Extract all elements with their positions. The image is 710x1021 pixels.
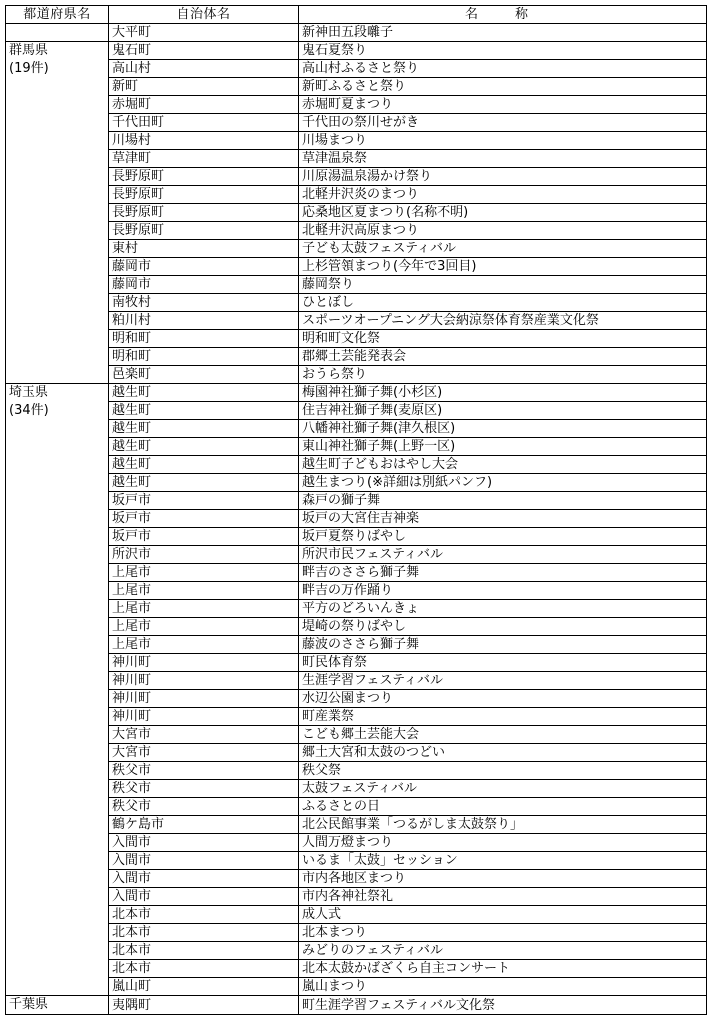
festival-name-cell: 人間万燈まつり [299, 834, 707, 852]
table-row [6, 726, 707, 744]
festival-name-cell: 森戸の獅子舞 [299, 492, 707, 510]
festival-name-cell: 新神田五段囃子 [299, 24, 707, 42]
festival-name-cell: 町産業祭 [299, 708, 707, 726]
festival-name-cell: 畔吉のささら獅子舞 [299, 564, 707, 582]
prefecture-cell [6, 42, 109, 384]
municipality-cell: 秩父市 [109, 762, 299, 780]
municipality-cell: 秩父市 [109, 780, 299, 798]
festival-name-cell: 千代田の祭川せがき [299, 114, 707, 132]
festival-name-cell: 堤崎の祭りばやし [299, 618, 707, 636]
festival-name-cell: こども郷土芸能大会 [299, 726, 707, 744]
table-row [6, 852, 707, 870]
table-row [6, 24, 707, 42]
festival-name-cell: 東山神社獅子舞(上野一区) [299, 438, 707, 456]
table-row [6, 798, 707, 816]
table-row [6, 924, 707, 942]
table-row [6, 258, 707, 276]
municipality-cell: 北本市 [109, 942, 299, 960]
municipality-cell: 長野原町 [109, 186, 299, 204]
festival-name-cell: 郡郷土芸能発表会 [299, 348, 707, 366]
municipality-cell: 鬼石町 [109, 42, 299, 60]
table-row [6, 114, 707, 132]
municipality-cell: 北本市 [109, 924, 299, 942]
festival-name-cell: 坂戸の大宮住吉神楽 [299, 510, 707, 528]
municipality-cell: 越生町 [109, 438, 299, 456]
festival-name-cell: ふるさとの日 [299, 798, 707, 816]
festival-name-cell: 嵐山まつり [299, 978, 707, 996]
municipality-cell: 神川町 [109, 690, 299, 708]
municipality-cell: 粕川村 [109, 312, 299, 330]
municipality-cell: 高山村 [109, 60, 299, 78]
municipality-cell: 神川町 [109, 672, 299, 690]
table-row [6, 420, 707, 438]
festival-table-sheet [5, 5, 706, 1015]
municipality-cell: 千代田町 [109, 114, 299, 132]
municipality-cell: 川場村 [109, 132, 299, 150]
festival-name-cell: 赤堀町夏まつり [299, 96, 707, 114]
municipality-cell: 南牧村 [109, 294, 299, 312]
table-row [6, 654, 707, 672]
municipality-cell: 夷隅町 [109, 996, 299, 1015]
table-row [6, 996, 707, 1015]
table-row [6, 330, 707, 348]
table-row [6, 384, 707, 402]
table-row [6, 546, 707, 564]
festival-name-cell: 梅園神社獅子舞(小杉区) [299, 384, 707, 402]
table-row [6, 366, 707, 384]
table-row [6, 456, 707, 474]
municipality-cell: 上尾市 [109, 582, 299, 600]
table-row [6, 906, 707, 924]
municipality-cell: 坂戸市 [109, 492, 299, 510]
prefecture-count: (34件) [9, 403, 49, 418]
table-row [6, 204, 707, 222]
municipality-cell: 北本市 [109, 906, 299, 924]
festival-name-cell: 北本太鼓かばざくら自主コンサート [299, 960, 707, 978]
table-row [6, 870, 707, 888]
table-row [6, 636, 707, 654]
municipality-cell: 草津町 [109, 150, 299, 168]
festival-name-cell: 明和町文化祭 [299, 330, 707, 348]
festival-name-cell: 北本まつり [299, 924, 707, 942]
header-prefecture: 都道府県名 [6, 6, 109, 24]
festival-name-cell: 北軽井沢高原まつり [299, 222, 707, 240]
municipality-cell: 長野原町 [109, 168, 299, 186]
festival-name-cell: いるま「太鼓」セッション [299, 852, 707, 870]
table-row [6, 582, 707, 600]
table-row [6, 762, 707, 780]
festival-name-cell: 越生まつり(※詳細は別紙パンフ) [299, 474, 707, 492]
festival-name-cell: 応桑地区夏まつり(名称不明) [299, 204, 707, 222]
festival-name-cell: 川場まつり [299, 132, 707, 150]
municipality-cell: 邑楽町 [109, 366, 299, 384]
municipality-cell: 越生町 [109, 384, 299, 402]
festival-name-cell: 坂戸夏祭りばやし [299, 528, 707, 546]
municipality-cell: 入間市 [109, 888, 299, 906]
festival-name-cell: 新町ふるさと祭り [299, 78, 707, 96]
table-row [6, 78, 707, 96]
municipality-cell: 越生町 [109, 402, 299, 420]
table-row [6, 834, 707, 852]
municipality-cell: 大宮市 [109, 726, 299, 744]
festival-name-cell: 太鼓フェスティバル [299, 780, 707, 798]
festival-name-cell: 八幡神社獅子舞(津久根区) [299, 420, 707, 438]
festival-name-cell: みどりのフェスティバル [299, 942, 707, 960]
festival-name-cell: 平方のどろいんきょ [299, 600, 707, 618]
municipality-cell: 上尾市 [109, 618, 299, 636]
festival-name-cell: 市内各神社祭礼 [299, 888, 707, 906]
header-municipality: 自治体名 [109, 6, 299, 24]
table-row [6, 618, 707, 636]
festival-name-cell: 子ども太鼓フェスティバル [299, 240, 707, 258]
festival-name-cell: 北公民館事業「つるがしま太鼓祭り」 [299, 816, 707, 834]
table-row [6, 708, 707, 726]
table-row [6, 672, 707, 690]
table-row [6, 528, 707, 546]
table-row [6, 978, 707, 996]
festival-name-cell: 畔吉の万作踊り [299, 582, 707, 600]
municipality-cell: 北本市 [109, 960, 299, 978]
municipality-cell: 神川町 [109, 654, 299, 672]
table-body [6, 24, 707, 1015]
table-row [6, 564, 707, 582]
municipality-cell: 所沢市 [109, 546, 299, 564]
festival-name-cell: 市内各地区まつり [299, 870, 707, 888]
table-row [6, 402, 707, 420]
municipality-cell: 大平町 [109, 24, 299, 42]
municipality-cell: 長野原町 [109, 204, 299, 222]
festival-name-cell: 上杉管領まつり(今年で3回目) [299, 258, 707, 276]
prefecture-cell [6, 24, 109, 42]
municipality-cell: 長野原町 [109, 222, 299, 240]
header-row [6, 6, 707, 24]
municipality-cell: 入間市 [109, 852, 299, 870]
prefecture-name: 群馬県 [9, 43, 49, 58]
prefecture-cell [6, 384, 109, 996]
table-row [6, 942, 707, 960]
festival-table [5, 5, 707, 1015]
festival-name-cell: 成人式 [299, 906, 707, 924]
table-row [6, 348, 707, 366]
prefecture-name: 埼玉県 [9, 385, 49, 400]
festival-name-cell: おうら祭り [299, 366, 707, 384]
table-row [6, 222, 707, 240]
prefecture-cell [6, 996, 109, 1015]
festival-name-cell: 鬼石夏祭り [299, 42, 707, 60]
festival-name-cell: 高山村ふるさと祭り [299, 60, 707, 78]
municipality-cell: 鶴ケ島市 [109, 816, 299, 834]
municipality-cell: 坂戸市 [109, 510, 299, 528]
festival-name-cell: 藤波のささら獅子舞 [299, 636, 707, 654]
municipality-cell: 明和町 [109, 348, 299, 366]
municipality-cell: 東村 [109, 240, 299, 258]
municipality-cell: 入間市 [109, 870, 299, 888]
table-row [6, 744, 707, 762]
festival-name-cell: 藤岡祭り [299, 276, 707, 294]
festival-name-cell: 水辺公園まつり [299, 690, 707, 708]
municipality-cell: 越生町 [109, 420, 299, 438]
municipality-cell: 藤岡市 [109, 276, 299, 294]
table-row [6, 294, 707, 312]
table-row [6, 690, 707, 708]
festival-name-cell: 所沢市民フェスティバル [299, 546, 707, 564]
prefecture-name: 千葉県 [9, 997, 49, 1012]
municipality-cell: 秩父市 [109, 798, 299, 816]
table-row [6, 510, 707, 528]
festival-name-cell: スポーツオープニング大会納涼祭体育祭産業文化祭 [299, 312, 707, 330]
table-row [6, 42, 707, 60]
municipality-cell: 新町 [109, 78, 299, 96]
festival-name-cell: 町生涯学習フェスティバル文化祭 [299, 996, 707, 1015]
municipality-cell: 上尾市 [109, 636, 299, 654]
municipality-cell: 坂戸市 [109, 528, 299, 546]
festival-name-cell: 住吉神社獅子舞(麦原区) [299, 402, 707, 420]
municipality-cell: 越生町 [109, 456, 299, 474]
table-row [6, 492, 707, 510]
table-row [6, 438, 707, 456]
table-row [6, 168, 707, 186]
table-row [6, 132, 707, 150]
municipality-cell: 大宮市 [109, 744, 299, 762]
table-row [6, 150, 707, 168]
festival-name-cell: 草津温泉祭 [299, 150, 707, 168]
festival-name-cell: ひとぼし [299, 294, 707, 312]
table-row [6, 96, 707, 114]
municipality-cell: 明和町 [109, 330, 299, 348]
municipality-cell: 赤堀町 [109, 96, 299, 114]
festival-name-cell: 越生町子どもおはやし大会 [299, 456, 707, 474]
table-row [6, 240, 707, 258]
festival-name-cell: 郷土大宮和太鼓のつどい [299, 744, 707, 762]
festival-name-cell: 川原湯温泉湯かけ祭り [299, 168, 707, 186]
table-row [6, 474, 707, 492]
table-row [6, 816, 707, 834]
table-row [6, 960, 707, 978]
municipality-cell: 越生町 [109, 474, 299, 492]
table-row [6, 888, 707, 906]
table-row [6, 186, 707, 204]
municipality-cell: 神川町 [109, 708, 299, 726]
table-row [6, 60, 707, 78]
prefecture-count: (19件) [9, 61, 49, 76]
festival-name-cell: 生涯学習フェスティバル [299, 672, 707, 690]
municipality-cell: 上尾市 [109, 600, 299, 618]
festival-name-cell: 北軽井沢炎のまつり [299, 186, 707, 204]
table-row [6, 312, 707, 330]
municipality-cell: 入間市 [109, 834, 299, 852]
municipality-cell: 嵐山町 [109, 978, 299, 996]
header-name: 名 称 [299, 6, 707, 24]
municipality-cell: 上尾市 [109, 564, 299, 582]
festival-name-cell: 町民体育祭 [299, 654, 707, 672]
table-row [6, 600, 707, 618]
table-row [6, 780, 707, 798]
table-row [6, 276, 707, 294]
festival-name-cell: 秩父祭 [299, 762, 707, 780]
municipality-cell: 藤岡市 [109, 258, 299, 276]
